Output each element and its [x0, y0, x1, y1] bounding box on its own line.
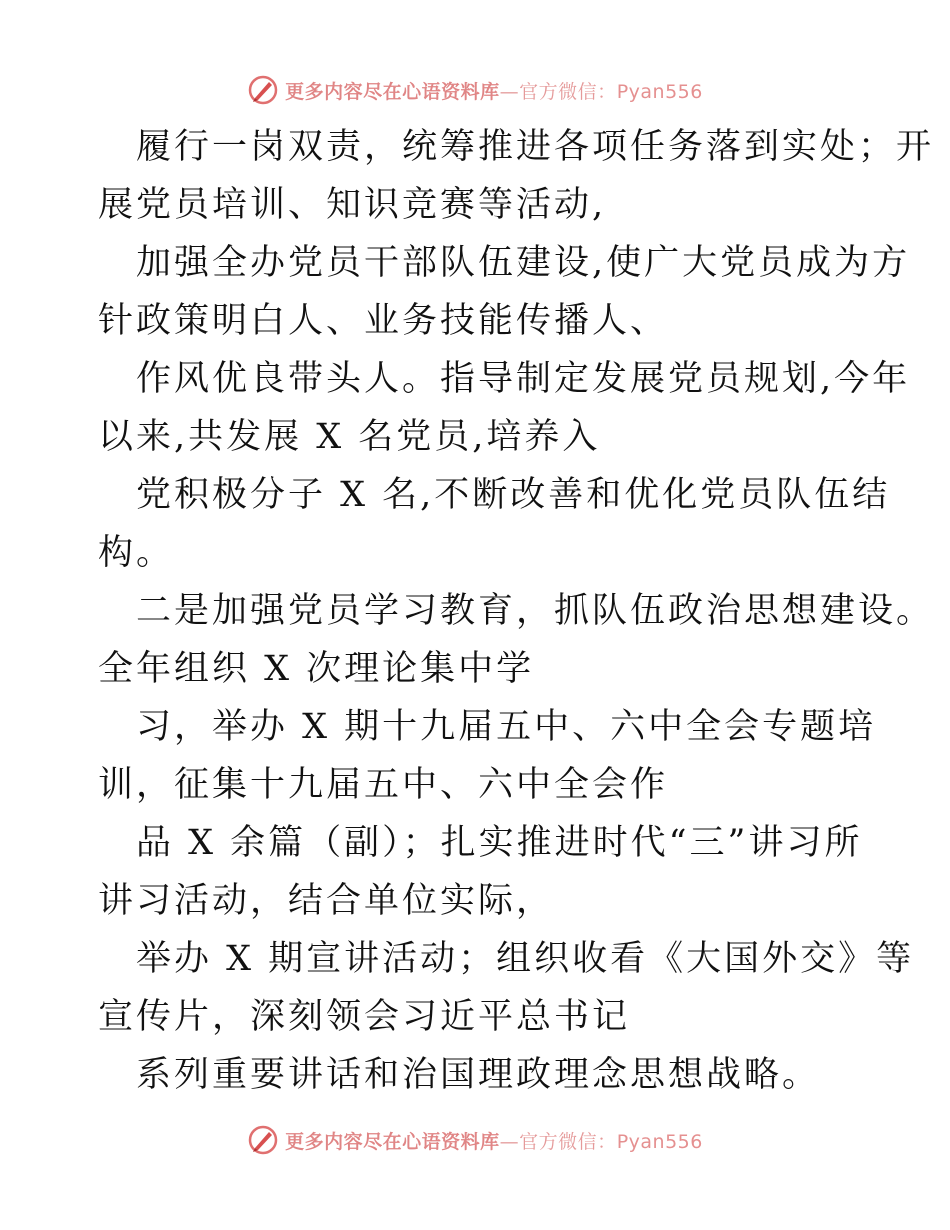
watermark-text: [285, 1127, 703, 1154]
text-line: 加强全办党员干部队伍建设,使广大党员成为方: [136, 243, 911, 283]
text-line: 全年组织 X 次理论集中学: [98, 649, 535, 689]
text-line: 以来,共发展 X 名党员,培养入: [98, 417, 601, 457]
text-line: 履行一岗双责，统筹推进各项任务落到实处；开: [136, 127, 935, 167]
watermark-site: 更多内容尽在心语资料库: [285, 1130, 500, 1153]
watermark-site: 更多内容尽在心语资料库: [285, 80, 500, 103]
text-line: 讲习活动，结合单位实际，: [98, 881, 555, 921]
watermark-separator: —: [499, 80, 520, 103]
text-line: 训，征集十九届五中、六中全会作: [98, 765, 669, 805]
text-line: 针政策明白人、业务技能传播人、: [98, 301, 669, 341]
text-line: 党积极分子 X 名,不断改善和优化党员队伍结: [136, 475, 891, 515]
document-body: [98, 118, 935, 1104]
text-line: 举办 X 期宣讲活动；组织收看《大国外交》等: [136, 939, 915, 979]
watermark-label: 官方微信：: [519, 80, 617, 103]
text-line: 构。: [98, 533, 175, 573]
text-line: 二是加强党员学习教育，抓队伍政治思想建设。: [136, 591, 935, 631]
quill-logo-icon: [247, 1124, 279, 1156]
text-line: 展党员培训、知识竞赛等活动,: [98, 185, 607, 225]
watermark-text: [285, 77, 703, 104]
watermark-id: Pyan556: [616, 1130, 703, 1153]
footer-watermark: [0, 1120, 950, 1160]
text-line: 宣传片，深刻领会习近平总书记: [98, 997, 631, 1037]
text-line: 系列重要讲话和治国理政理念思想战略。: [136, 1055, 821, 1095]
text-line: 习，举办 X 期十九届五中、六中全会专题培: [136, 707, 877, 747]
text-line: 作风优良带头人。指导制定发展党员规划,今年: [136, 359, 911, 399]
text-line: 品 X 余篇（副）；扎实推进时代“三”讲习所: [136, 823, 863, 863]
header-watermark: [0, 70, 950, 110]
quill-logo-icon: [247, 74, 279, 106]
watermark-id: Pyan556: [616, 80, 703, 103]
watermark-label: 官方微信：: [519, 1130, 617, 1153]
watermark-separator: —: [499, 1130, 520, 1153]
